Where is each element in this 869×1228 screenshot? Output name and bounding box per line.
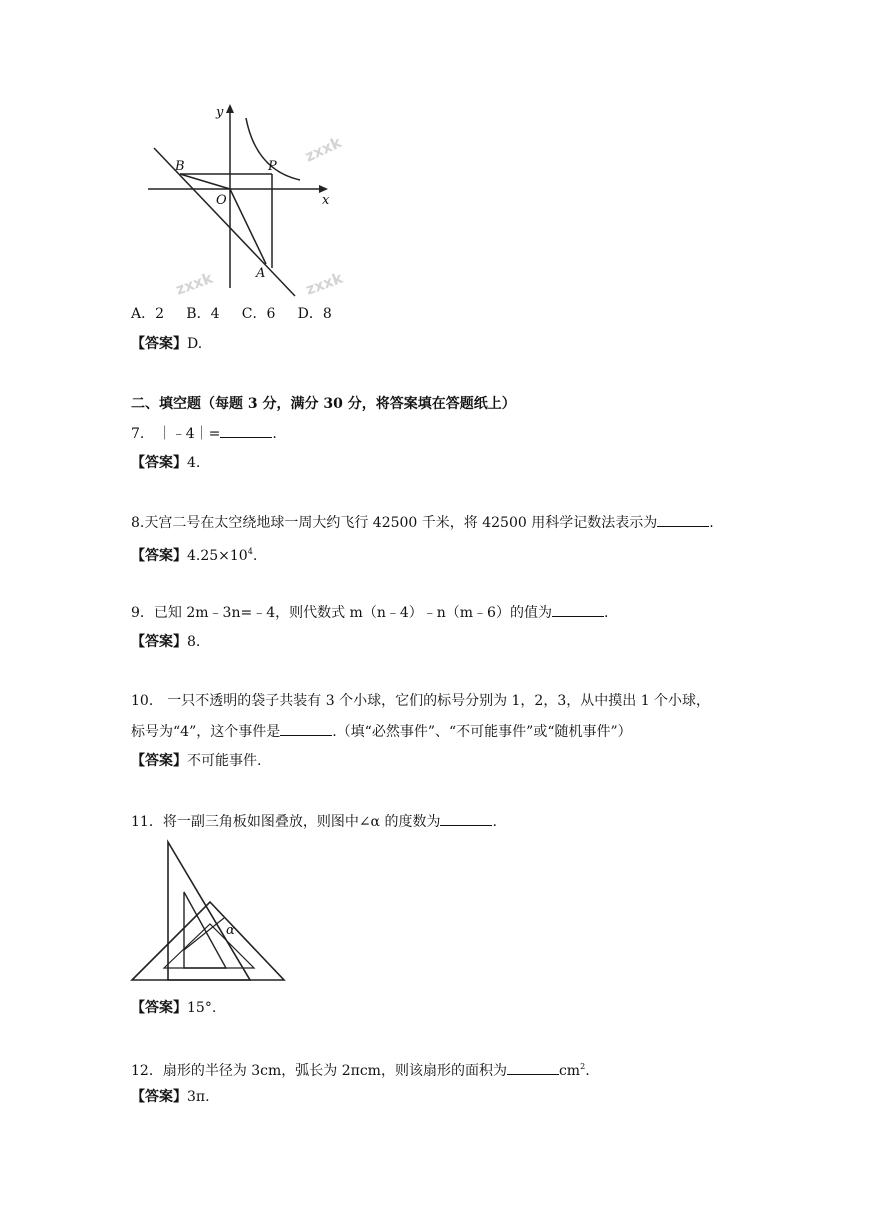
label-b: B	[175, 159, 185, 174]
q9-text: 9．已知 2m﹣3n=﹣4，则代数式 m（n﹣4）﹣n（m﹣6）的值为	[131, 605, 552, 621]
answer-blank	[507, 1061, 559, 1075]
q7-number: 7.	[131, 426, 145, 442]
q12-answer	[131, 1088, 210, 1106]
option-d: D．8	[297, 306, 332, 322]
q7-answer	[131, 454, 200, 472]
answer-blank	[552, 603, 604, 617]
q8-text: 8.天宫二号在太空绕地球一周大约飞行 42500 千米，将 42500 用科学记数法表示为	[131, 515, 658, 531]
answer-exponent: 4	[247, 547, 253, 556]
coordinate-figure	[140, 100, 380, 300]
segment-bo	[180, 174, 230, 189]
answer-value: 8.	[187, 634, 201, 650]
large-triangle-outer	[168, 842, 250, 980]
q12-question: 12．扇形的半径为 3cm，弧长为 2πcm，则该扇形的面积为 $cm^2$.	[131, 1062, 590, 1079]
answer-tag: 【答案】	[131, 1000, 187, 1016]
q11-answer	[131, 999, 216, 1017]
label-y: y	[216, 105, 224, 120]
answer-blank	[440, 812, 492, 826]
answer-blank	[220, 424, 272, 438]
q12-text: 12．扇形的半径为 3cm，弧长为 2πcm，则该扇形的面积为	[131, 1063, 507, 1079]
set-square-figure	[128, 838, 298, 988]
label-x: x	[322, 193, 330, 208]
label-o: O	[216, 193, 227, 208]
q7-text: ｜﹣4｜=	[157, 426, 221, 442]
q9-answer	[131, 633, 200, 651]
answer-tag: 【答案】	[131, 634, 187, 650]
q8-question: 8.天宫二号在太空绕地球一周大约飞行 42500 千米，将 42500 用科学记数法表示为 .	[131, 515, 714, 531]
q10-question-line1: 10． 一只不透明的袋子共装有 3 个小球，它们的标号分别为 1，2，3，从中摸出 1 个小球，	[131, 693, 711, 709]
svg-text:zxxk: zxxk	[173, 268, 216, 299]
alpha-label: α	[226, 923, 235, 938]
q8-answer: 【答案】$4.25\times 10^4$.	[131, 547, 258, 564]
label-a: A	[256, 266, 266, 281]
answer-value: D.	[187, 336, 203, 352]
answer-tag: 【答案】	[131, 548, 187, 564]
q11-question: 11．将一副三角板如图叠放，则图中∠α 的度数为 .	[131, 814, 497, 830]
answer-tag: 【答案】	[131, 455, 187, 471]
q6-answer	[131, 335, 202, 353]
answer-value: 不可能事件.	[187, 753, 262, 769]
answer-tag: 【答案】	[131, 336, 187, 352]
q12-unit: cm	[558, 1063, 581, 1079]
q6-options	[131, 305, 332, 323]
answer-value: 3π.	[187, 1089, 210, 1105]
answer-tag: 【答案】	[131, 753, 187, 769]
option-a: A．2	[131, 306, 165, 322]
q7-question: 7. ｜﹣4｜= .	[131, 426, 277, 442]
answer-value: 15°.	[187, 1000, 217, 1016]
svg-text:zxxk: zxxk	[302, 133, 345, 166]
q10-question-line2: 标号为“4”，这个事件是 .（填“必然事件”、“不可能事件”或“随机事件”）	[131, 724, 632, 740]
segment-oa	[230, 189, 266, 264]
y-axis-arrow	[226, 104, 234, 113]
svg-text:zxxk: zxxk	[303, 268, 346, 299]
answer-tag: 【答案】	[131, 1089, 187, 1105]
option-c: C．6	[241, 306, 276, 322]
x-axis-arrow	[319, 185, 328, 193]
section-heading: 二、填空题（每题 3 分，满分 30 分，将答案填在答题纸上）	[131, 396, 516, 412]
answer-value: 4.	[187, 455, 201, 471]
q11-text: 11．将一副三角板如图叠放，则图中∠α 的度数为	[131, 814, 441, 830]
label-p: P	[268, 159, 277, 174]
answer-blank	[657, 513, 709, 527]
option-b: B．4	[186, 306, 220, 322]
answer-blank	[280, 722, 332, 736]
q9-question: 9．已知 2m﹣3n=﹣4，则代数式 m（n﹣4）﹣n（m﹣6）的值为 .	[131, 605, 609, 621]
answer-value: 4.25×10	[187, 548, 248, 564]
q10-answer	[131, 752, 261, 770]
